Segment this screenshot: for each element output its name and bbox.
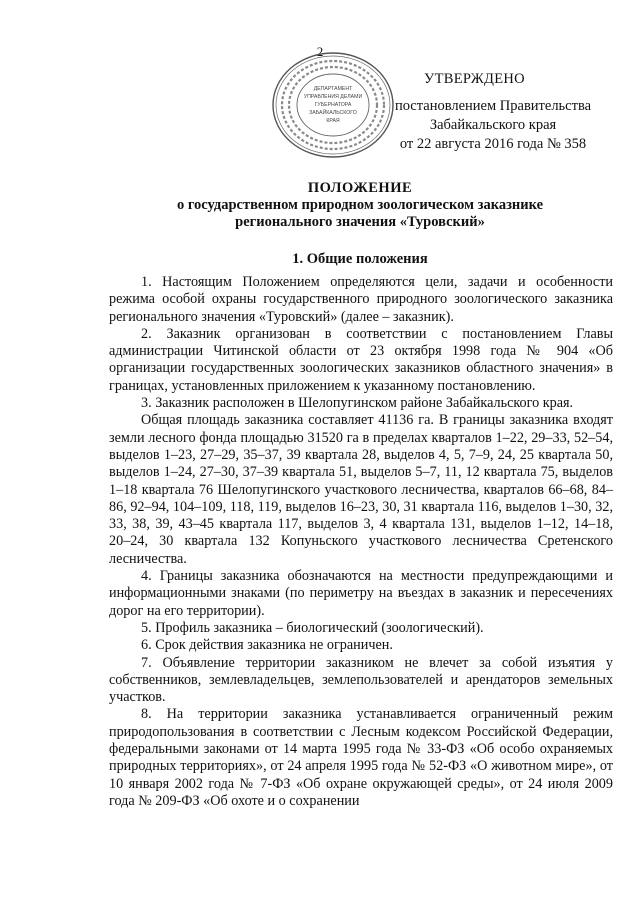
paragraph: 2. Заказник организован в соответствии с постановлением Главы администрации Читинской области от 23 октября 1998 года № 904 «Об организации государственных зоологических заказников областного значения» в границах, установленных приложением к указанному постановлению. [109, 325, 613, 394]
paragraph: 4. Границы заказника обозначаются на местности предупреждающими и информационными знаками (по периметру на въездах в заказник и пересечениях дорог на его территории). [109, 568, 613, 619]
paragraph: Общая площадь заказника составляет 41136 га. В границы заказника входят земли лесного фонда площадью 31520 га в пределах кварталов 1–22, 29–33, 52–54, выделов 1–23, 27–29, 35–37, 39 квартала 28, выделов 4, 5, 7–9, 24, 25 квартала 50, выделов 1–24, 27–30, 37–39 квартала 51, выделов 5–7, 11, 12 квартала 75, выделов 1–18 квартала 76 Шелопугинского участкового лесничества, кварталов 66–68, 84–86, 92–94, 104–109, 118, 119, выделов 16–23, 30, 31 квартала 116, выделов 1–30, 32, 33, 38, 39, 43–45 квартала 117, выделов 3, 4 квартала 131, выделов 1–12, 14–18, 20–24, 30 квартала 132 Копуньского участкового лесничества Сретенского лесничества. [109, 412, 613, 567]
seal-line: КРАЯ [326, 118, 340, 124]
approval-word: УТВЕРЖДЕНО [424, 71, 525, 87]
document-subtitle: регионального значения «Туровский» [235, 214, 485, 230]
paragraph: 3. Заказник расположен в Шелопугинском районе Забайкальского края. [141, 395, 574, 412]
section-title: 1. Общие положения [292, 251, 428, 267]
paragraph: 7. Объявление территории заказником не влечет за собой изъятия у собственников, землевладельцев, землепользователей и арендаторов земельных участков. [109, 654, 613, 706]
seal-line: ЗАБАЙКАЛЬСКОГО [309, 110, 357, 116]
approval-line: Забайкальского края [429, 117, 557, 133]
document-body [109, 274, 613, 810]
paragraph: 5. Профиль заказника – биологический (зоологический). [141, 619, 484, 636]
paragraph: 6. Срок действия заказника не ограничен. [141, 637, 393, 654]
document-subtitle: о государственном природном зоологическом заказнике [176, 197, 544, 213]
approval-line: постановлением Правительства [394, 98, 592, 114]
seal-line: ГУБЕРНАТОРА [314, 102, 352, 108]
seal-line: УПРАВЛЕНИЯ ДЕЛАМИ [303, 94, 363, 100]
approval-block [368, 70, 618, 154]
page-number: 2 [316, 44, 324, 59]
document-heading [60, 180, 640, 231]
approval-line: от 22 августа 2016 года № 358 [399, 136, 587, 152]
paragraph: 8. На территории заказника устанавливается ограниченный режим природопользования в соответствии с Лесным кодексом Российской Федерации, федеральными законами от 14 марта 1995 года № 33-ФЗ «Об особо охраняемых природных территориях», от 24 апреля 1995 года № 52-ФЗ «О животном мире», от 10 января 2002 года № 7-ФЗ «Об охране окружающей среды», от 24 июля 2009 года № 209-ФЗ «Об охоте и о сохранении [109, 706, 613, 809]
seal-line: ДЕПАРТАМЕНТ [313, 86, 353, 92]
paragraph: 1. Настоящим Положением определяются цели, задачи и особенности режима особой охраны государственного природного зоологического заказника регионального значения «Туровский» (далее – заказник). [109, 274, 613, 325]
document-title: ПОЛОЖЕНИЕ [307, 180, 413, 196]
